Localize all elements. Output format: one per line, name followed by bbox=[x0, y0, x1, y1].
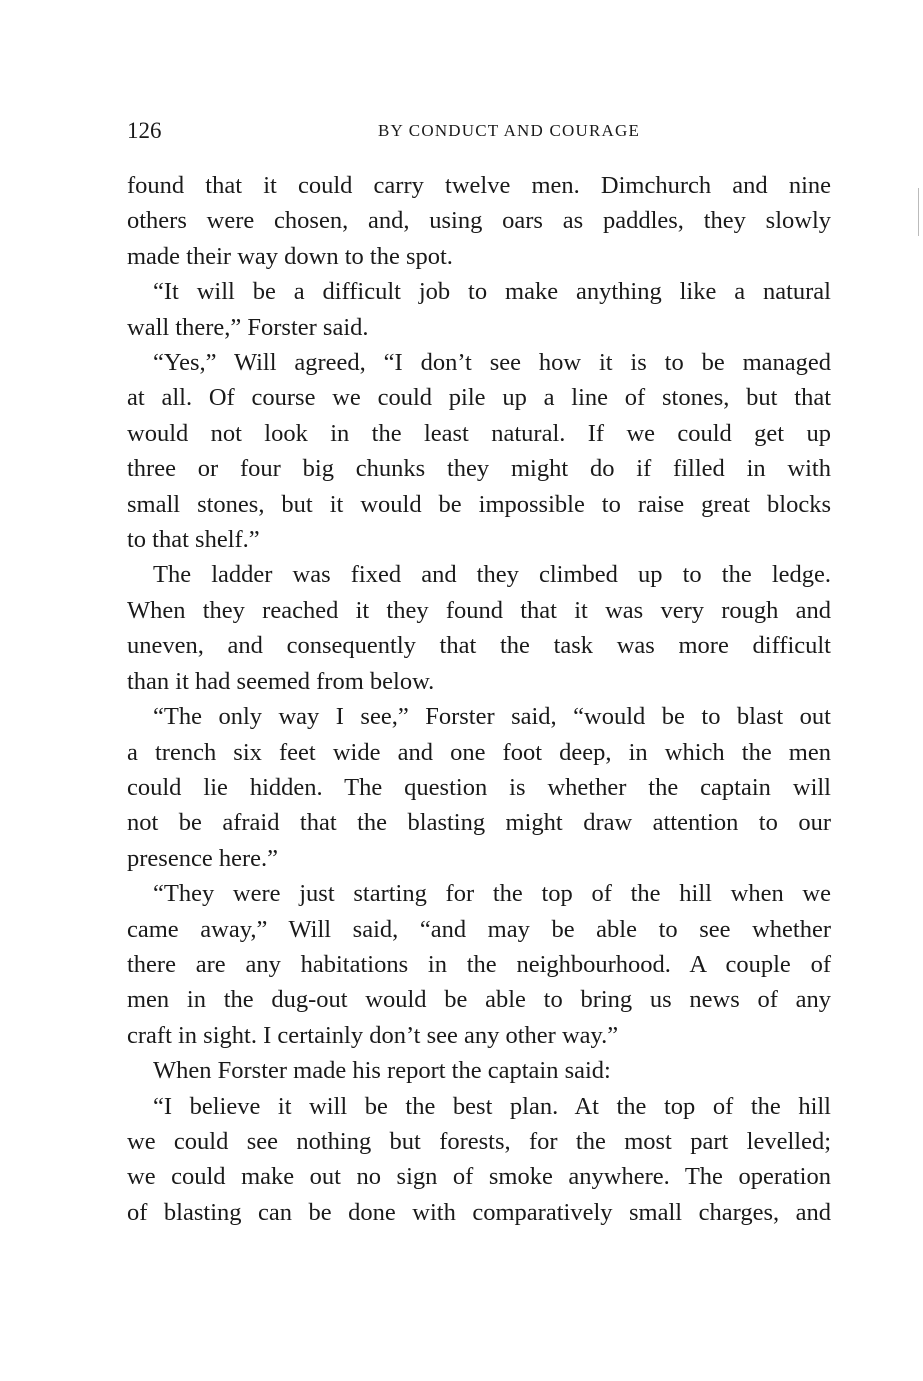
text-line: When they reached it they found that it was very rough and bbox=[127, 596, 831, 624]
text-line: found that it could carry twelve men. Dimchurch and nine bbox=[127, 172, 831, 199]
text-line: than it had seemed from below. bbox=[127, 667, 435, 695]
paragraph bbox=[127, 699, 831, 876]
paragraph bbox=[127, 1053, 831, 1088]
text-line: uneven, and consequently that the task was more difficult bbox=[127, 632, 831, 660]
paragraph bbox=[127, 274, 831, 345]
text-line: three or four big chunks they might do if filled in with bbox=[127, 455, 831, 483]
text-line: to that shelf.” bbox=[127, 526, 260, 554]
text-line: “They were just starting for the top of the hill when we bbox=[153, 880, 831, 908]
text-line: we could see nothing but forests, for the most part levelled; bbox=[127, 1127, 831, 1155]
running-title: BY CONDUCT AND COURAGE bbox=[377, 121, 641, 140]
text-line: we could make out no sign of smoke anywhere. The operation bbox=[127, 1163, 831, 1191]
text-line: a trench six feet wide and one foot deep, in which the men bbox=[127, 738, 831, 766]
text-line: there are any habitations in the neighbourhood. A couple of bbox=[127, 950, 831, 978]
text-line: The ladder was fixed and they climbed up to the ledge. bbox=[153, 561, 831, 589]
text-line: “I believe it will be the best plan. At the top of the hill bbox=[153, 1092, 831, 1120]
paragraph bbox=[127, 1089, 831, 1231]
text-line: men in the dug-out would be able to bring us news of any bbox=[127, 986, 831, 1014]
text-line: When Forster made his report the captain said: bbox=[153, 1057, 611, 1085]
paragraph bbox=[127, 876, 831, 1053]
text-line: “It will be a difficult job to make anything like a natural bbox=[153, 278, 831, 306]
text-line: “Yes,” Will agreed, “I don’t see how it is to be managed bbox=[153, 349, 831, 377]
body-text bbox=[127, 168, 831, 1230]
page-number: 126 bbox=[127, 118, 162, 143]
text-line: presence here.” bbox=[127, 844, 278, 872]
text-line: craft in sight. I certainly don’t see any other way.” bbox=[127, 1021, 619, 1049]
text-line: small stones, but it would be impossible to raise great blocks bbox=[127, 490, 831, 518]
text-line: not be afraid that the blasting might draw attention to our bbox=[127, 809, 831, 837]
text-line: could lie hidden. The question is whether the captain will bbox=[127, 773, 831, 801]
paragraph bbox=[127, 557, 831, 699]
text-line: made their way down to the spot. bbox=[127, 242, 453, 270]
book-page bbox=[127, 116, 831, 1230]
text-line: at all. Of course we could pile up a line of stones, but that bbox=[127, 384, 831, 412]
paragraph bbox=[127, 168, 831, 274]
text-line: others were chosen, and, using oars as paddles, they slowly bbox=[127, 207, 831, 235]
text-line: would not look in the least natural. If we could get up bbox=[127, 419, 831, 447]
paragraph bbox=[127, 345, 831, 557]
page-header bbox=[127, 116, 831, 146]
margin-scan-marks bbox=[917, 188, 921, 238]
text-line: wall there,” Forster said. bbox=[127, 313, 369, 341]
text-line: “The only way I see,” Forster said, “would be to blast out bbox=[153, 703, 831, 731]
text-line: came away,” Will said, “and may be able to see whether bbox=[127, 915, 831, 943]
text-line: of blasting can be done with comparatively small charges, and bbox=[127, 1198, 831, 1226]
